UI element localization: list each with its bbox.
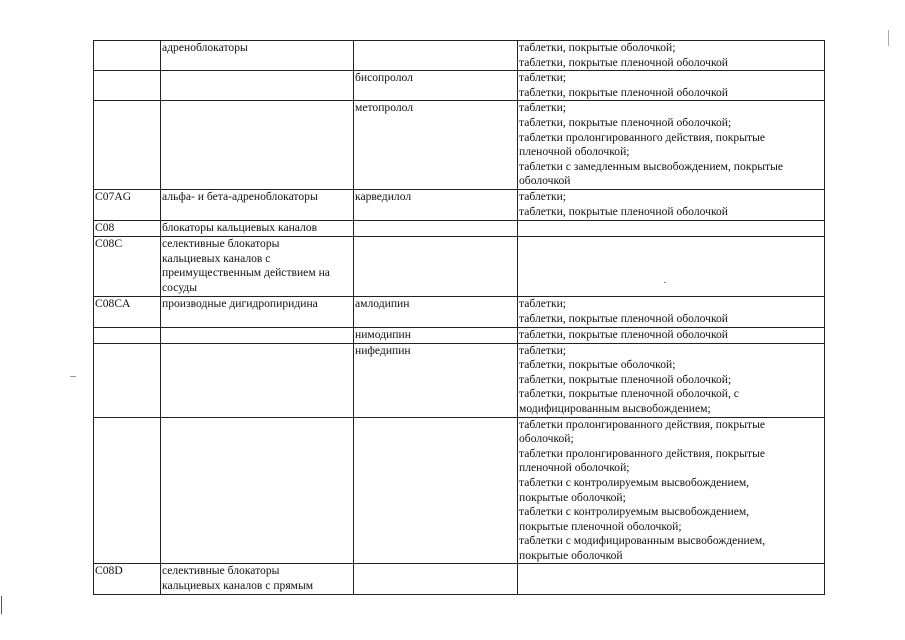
atc-code-cell xyxy=(94,41,161,71)
dosage-form-line: таблетки, покрытые пленочной оболочкой xyxy=(519,204,728,218)
group-name-cell xyxy=(161,41,354,71)
group-name-cell xyxy=(161,417,354,564)
dosage-form-line: таблетки с контролируемым высвобождением, xyxy=(519,475,750,489)
drug-name-cell xyxy=(354,41,518,71)
group-name-line: альфа- и бета-адреноблокаторы xyxy=(162,190,318,204)
dosage-form-line: таблетки с замедленным высвобождением, покрытые xyxy=(519,159,784,173)
dosage-form-line: таблетки; xyxy=(519,71,567,85)
table-row xyxy=(94,564,825,594)
drug-name: амлодипин xyxy=(355,296,410,310)
atc-code: C07AG xyxy=(95,190,132,204)
atc-code-cell xyxy=(94,101,161,190)
group-name-line: производные дигидропиридина xyxy=(162,296,318,310)
drug-name: бисопролол xyxy=(355,71,413,85)
table-row xyxy=(94,343,825,417)
group-name-cell xyxy=(161,236,354,296)
table-row xyxy=(94,327,825,343)
drug-name-cell xyxy=(354,296,518,327)
dosage-form-line: таблетки; xyxy=(519,343,567,357)
dosage-form-line: таблетки, покрытые пленочной оболочкой xyxy=(519,327,728,341)
dosage-form-line: таблетки; xyxy=(519,190,567,204)
atc-code-cell xyxy=(94,564,161,594)
dosage-forms-cell xyxy=(518,41,825,71)
atc-code: C08CA xyxy=(95,296,131,310)
dosage-forms-cell xyxy=(518,101,825,190)
group-name-line: селективные блокаторы xyxy=(162,236,280,250)
dosage-form-line: пленочной оболочкой; xyxy=(519,461,630,475)
table-row xyxy=(94,71,825,101)
drug-name: метопролол xyxy=(355,101,414,115)
group-name-line: кальциевых каналов с xyxy=(162,251,271,265)
drug-name-cell xyxy=(354,236,518,296)
dosage-form-line: таблетки, покрытые пленочной оболочкой; xyxy=(519,372,732,386)
dosage-form-line: таблетки, покрытые оболочкой; xyxy=(519,41,676,54)
drug-name-cell xyxy=(354,343,518,417)
group-name-cell xyxy=(161,221,354,237)
dosage-form-line: пленочной оболочкой; xyxy=(519,145,630,159)
atc-code-cell xyxy=(94,236,161,296)
dosage-form-line: таблетки, покрытые пленочной оболочкой xyxy=(519,85,728,99)
table-row xyxy=(94,101,825,190)
group-name-line: кальциевых каналов с прямым xyxy=(162,579,314,593)
dosage-form-line: оболочкой xyxy=(519,174,571,188)
dosage-forms-cell xyxy=(518,417,825,564)
atc-code-cell xyxy=(94,71,161,101)
dosage-form-line: покрытые оболочкой xyxy=(519,548,623,562)
drug-name-cell xyxy=(354,101,518,190)
dosage-form-line: таблетки пролонгированного действия, покрытые xyxy=(519,417,766,431)
table-row xyxy=(94,190,825,221)
drug-name-cell xyxy=(354,564,518,594)
drug-name-cell xyxy=(354,327,518,343)
group-name-line: блокаторы кальциевых каналов xyxy=(162,221,318,235)
atc-code-cell xyxy=(94,190,161,221)
dosage-form-line: таблетки; xyxy=(519,296,567,310)
dosage-forms-cell xyxy=(518,236,825,296)
atc-code-cell xyxy=(94,417,161,564)
dosage-forms-cell xyxy=(518,564,825,594)
dosage-form-line: таблетки, покрытые оболочкой; xyxy=(519,358,676,372)
dosage-forms-cell xyxy=(518,343,825,417)
dosage-form-line: таблетки пролонгированного действия, покрытые xyxy=(519,446,766,460)
dosage-forms-cell xyxy=(518,71,825,101)
dosage-form-line: таблетки, покрытые пленочной оболочкой; xyxy=(519,115,732,129)
group-name-line: адреноблокаторы xyxy=(162,41,248,54)
scan-mark xyxy=(1,596,2,614)
dosage-form-line: покрытые пленочной оболочкой; xyxy=(519,519,682,533)
drug-name: карведилол xyxy=(355,190,412,204)
atc-code-cell xyxy=(94,343,161,417)
dosage-form-line: таблетки, покрытые пленочной оболочкой xyxy=(519,311,728,325)
dosage-form-line: таблетки; xyxy=(519,101,567,115)
drug-name-cell xyxy=(354,417,518,564)
dosage-form-line: покрытые оболочкой; xyxy=(519,490,626,504)
table-row xyxy=(94,221,825,237)
group-name-line: преимущественным действием на xyxy=(162,266,330,280)
dosage-form-line: таблетки с контролируемым высвобождением, xyxy=(519,505,750,519)
dosage-form-line: оболочкой; xyxy=(519,432,574,446)
group-name-cell xyxy=(161,101,354,190)
drug-classification-table xyxy=(93,40,825,595)
atc-code: C08D xyxy=(95,564,123,578)
dosage-form-line: таблетки пролонгированного действия, покрытые xyxy=(519,130,766,144)
drug-name-cell xyxy=(354,71,518,101)
group-name-cell xyxy=(161,190,354,221)
group-name-cell xyxy=(161,564,354,594)
group-name-line: сосуды xyxy=(162,280,197,294)
dosage-forms-cell xyxy=(518,221,825,237)
dosage-form-line: таблетки, покрытые пленочной оболочкой xyxy=(519,55,728,69)
scan-mark xyxy=(888,30,889,46)
atc-code-cell xyxy=(94,296,161,327)
group-name-line: селективные блокаторы xyxy=(162,564,280,578)
scan-mark xyxy=(70,376,76,377)
dosage-forms-cell xyxy=(518,327,825,343)
drug-name: нимодипин xyxy=(355,327,411,341)
dosage-form-line: таблетки, покрытые пленочной оболочкой, с xyxy=(519,387,739,401)
atc-code: C08C xyxy=(95,236,123,250)
group-name-cell xyxy=(161,71,354,101)
atc-code-cell xyxy=(94,327,161,343)
atc-code-cell xyxy=(94,221,161,237)
table-row xyxy=(94,236,825,296)
drug-name-cell xyxy=(354,190,518,221)
drug-name-cell xyxy=(354,221,518,237)
atc-code: C08 xyxy=(95,221,115,235)
table-row xyxy=(94,417,825,564)
dosage-form-line: таблетки с модифицированным высвобождением, xyxy=(519,534,766,548)
scan-speck xyxy=(664,282,666,283)
table-row xyxy=(94,41,825,71)
group-name-cell xyxy=(161,327,354,343)
group-name-cell xyxy=(161,343,354,417)
dosage-forms-cell xyxy=(518,190,825,221)
dosage-form-line: модифицированным высвобождением; xyxy=(519,401,711,415)
dosage-forms-cell xyxy=(518,296,825,327)
table-row xyxy=(94,296,825,327)
drug-name: нифедипин xyxy=(355,343,411,357)
group-name-cell xyxy=(161,296,354,327)
table-body xyxy=(94,41,825,595)
